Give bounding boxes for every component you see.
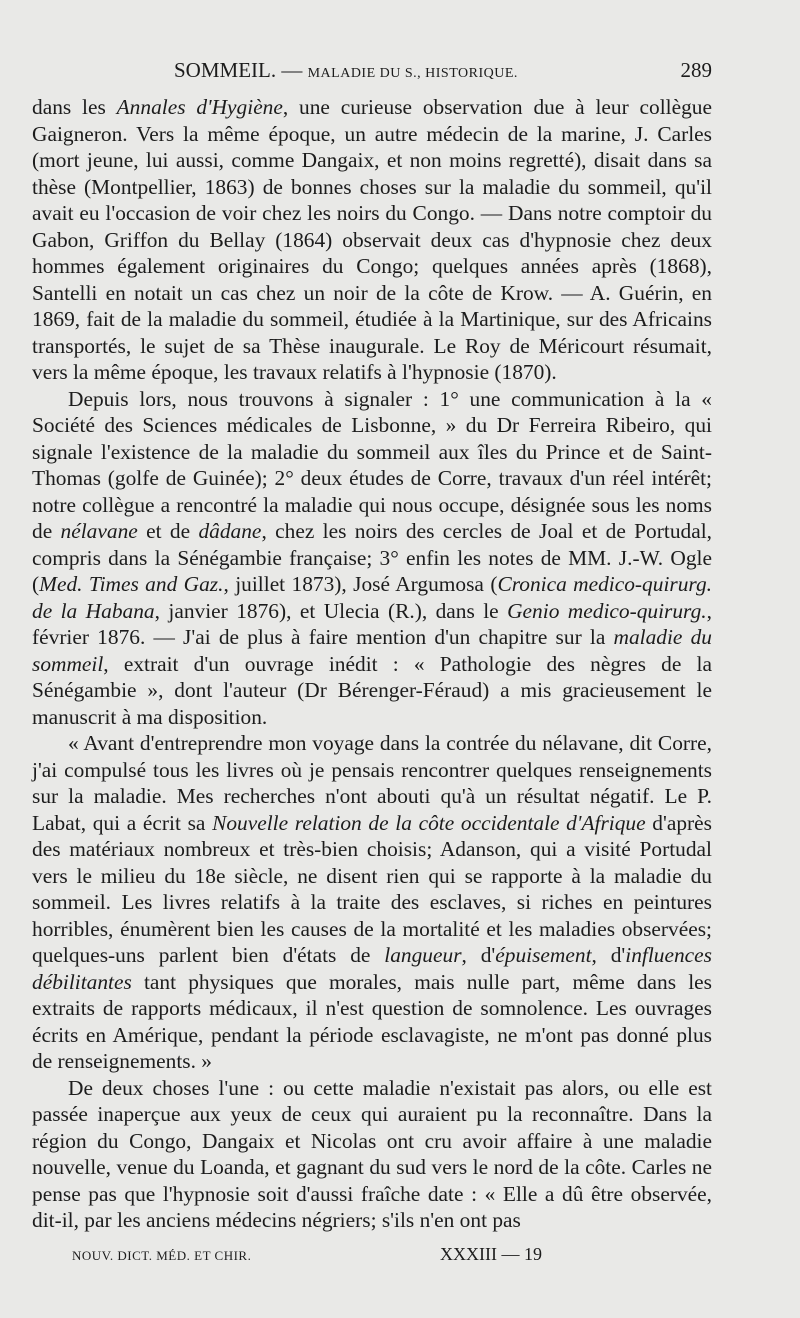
- text-run: , une curieuse observation due à leur collègue Gaigneron. Vers la même époque, un autre médecin de la marine, J. Carles (mort jeune, lui aussi, comme Dangaix, et non moins regretté), disait dans sa thèse (Montpellier, 1863) de bonnes choses sur la maladie du sommeil, qu'il avait eu l'occasion de voir chez les noirs du Congo. — Dans notre comptoir du Gabon, Griffon du Bellay (1864) observait deux cas d'hypnosie chez deux hommes également originaires du Congo; quelques années après (1868), Santelli en notait un cas chez un noir de la côte de Krow. — A. Guérin, en 1869, fait de la maladie du sommeil, étudiée à la Martinique, sur des Africains transportés, le sujet de sa Thèse inaugurale. Le Roy de Méricourt résumait, vers la même époque, les travaux relatifs à l'hypnosie (1870).: [32, 95, 712, 384]
- printer-signature: NOUV. DICT. MÉD. ET CHIR.: [72, 1248, 252, 1263]
- italic-text: dâdane: [198, 519, 262, 543]
- text-run: De deux choses l'une : ou cette maladie n'existait pas alors, ou elle est passée inaperçue aux yeux de ceux qui auraient pu la reconnaître. Dans la région du Congo, Dangaix et Nicolas ont cru avoir affaire à une maladie nouvelle, venue du Loanda, et gagnant du sud vers le nord de la côte. Carles ne pense pas que l'hypnosie soit d'aussi fraîche date : « Elle a dû être observée, dit-il, par les anciens médecins négriers; s'ils n'en ont pas: [32, 1075, 712, 1232]
- running-title-dash: —: [276, 58, 308, 82]
- text-run: , d': [591, 943, 626, 967]
- paragraph: [32, 386, 712, 731]
- italic-text: maladie du sommeil: [32, 625, 713, 676]
- paragraph: [32, 1075, 712, 1234]
- text-run: , février 1876. — J'ai de plus à faire mention d'un chapitre sur la: [32, 598, 712, 649]
- text-run: , juillet 1873), José Argumosa (: [223, 572, 498, 596]
- italic-text: langueur: [384, 943, 462, 967]
- text-run: dans les: [32, 95, 117, 119]
- running-title-main: SOMMEIL.: [174, 58, 277, 82]
- text-run: Depuis lors, nous trouvons à signaler : 1° une communication à la « Société des Sciences médicales de Lisbonne, » du Dr Ferreira Ribeiro, qui signale l'existence de la maladie du sommeil aux îles du Prince et de Saint-Thomas (golfe de Guinée); 2° deux études de Corre, travaux d'un réel intérêt; notre collègue a rencontré la maladie qui nous occupe, désignée sous les noms de: [32, 386, 712, 543]
- text-run: d'après des matériaux nombreux et très-bien choisis; Adanson, qui a visité Portudal vers le milieu du 18e siècle, ne disent rien qui se rapporte à la maladie du sommeil. Les livres relatifs à la traite des esclaves, si riches en peintures horribles, énumèrent bien les causes de la mortalité et les maladies observées; quelques-uns parlent bien d'états de: [32, 810, 712, 967]
- italic-text: nélavane: [60, 519, 138, 543]
- text-run: , janvier 1876), et Ulecia (R.), dans le: [154, 598, 508, 623]
- text-run: et de: [137, 519, 199, 543]
- italic-text: Nouvelle relation de la côte occidentale d'Afrique: [212, 810, 646, 835]
- text-run: tant physiques que morales, mais nulle part, même dans les extraits de rapports médicaux, il n'est question de somnolence. Les ouvrages écrits en Amérique, pendant la période esclavagiste, ne m'ont pas donné plus de renseignements. »: [32, 969, 712, 1073]
- text-run: , chez les noirs des cercles de Joal et de Portudal, compris dans la Sénégambie française; 3° enfin les notes de MM. J.-W. Ogle (: [32, 519, 712, 596]
- page-footer: [72, 1244, 712, 1265]
- paragraph: [32, 94, 712, 386]
- text-run: « Avant d'entreprendre mon voyage dans la contrée du nélavane, dit Corre, j'ai compulsé tous les livres où je pensais rencontrer quelques renseignements sur la maladie. Mes recherches n'ont abouti qu'à un résultat négatif. Le P. Labat, qui a écrit sa: [32, 731, 712, 835]
- text-run: , extrait d'un ouvrage inédit : « Pathologie des nègres de la Sénégambie », dont l'auteur (Dr Bérenger-Féraud) a mis gracieusement le manuscrit à ma disposition.: [32, 651, 712, 729]
- italic-text: épuisement: [495, 943, 592, 967]
- running-header: [32, 58, 712, 88]
- italic-text: influences débilitantes: [32, 943, 712, 994]
- italic-text: Annales d'Hygiène: [116, 95, 283, 119]
- italic-text: Med. Times and Gaz.: [39, 572, 224, 596]
- page-number: 289: [680, 58, 712, 82]
- paragraph: [32, 730, 712, 1075]
- volume-signature: XXXIII — 19: [440, 1244, 542, 1264]
- italic-text: Genio medico-quirurg.: [507, 598, 707, 623]
- text-run: , d': [461, 943, 496, 967]
- body-text: [32, 94, 712, 1234]
- running-title-subtitle: MALADIE DU S., HISTORIQUE.: [307, 66, 518, 81]
- italic-text: Cronica medico-quirurg. de la Habana: [32, 572, 712, 623]
- running-title: [32, 58, 681, 83]
